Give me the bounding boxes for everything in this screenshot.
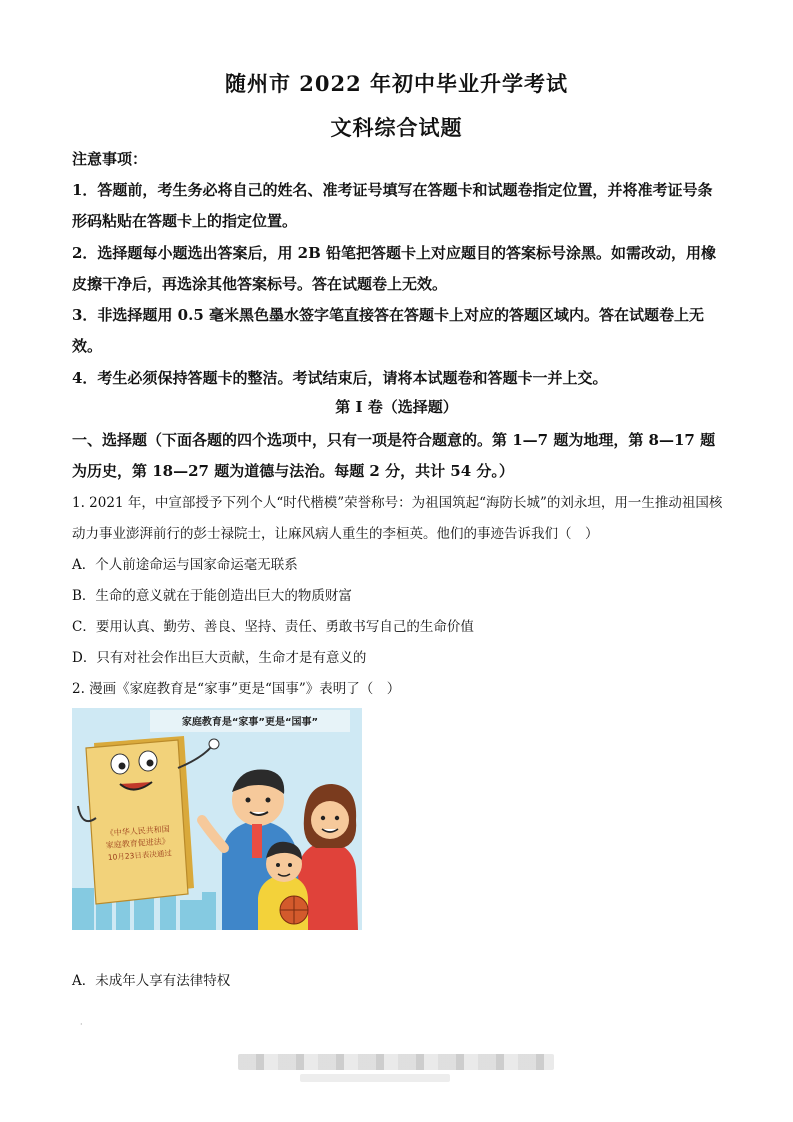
family-education-cartoon (72, 708, 362, 930)
blurred-footer-watermark (238, 1054, 554, 1070)
question-1-option-c: C．要用认真、勤劳、善良、坚持、责任、勇敢书写自己的生命价值 (72, 619, 474, 635)
notice-item-4: 4．考生必须保持答题卡的整洁。考试结束后，请将本试题卷和答题卡一并上交。 (72, 369, 608, 387)
exam-title: 随州市 2022 年初中毕业升学考试 (224, 71, 569, 96)
law-book-text-2: 家庭教育促进法》 (105, 836, 170, 850)
question-1-option-d: D．只有对社会作出巨大贡献，生命才是有意义的 (72, 650, 367, 666)
exam-subtitle: 文科综合试题 (330, 115, 463, 140)
notice-item-3: 3．非选择题用 0.5 毫米黑色墨水签字笔直接答在答题卡上对应的答题区域内。答在试题卷上无效。 (72, 306, 704, 355)
question-1-option-a: A．个人前途命运与国家命运毫无联系 (72, 557, 298, 573)
question-1-option-b: B．生命的意义就在于能创造出巨大的物质财富 (72, 588, 352, 604)
question-2-option-a: A．未成年人享有法律特权 (72, 973, 231, 989)
notice-heading: 注意事项： (72, 150, 148, 168)
section-title: 第 I 卷（选择题） (335, 398, 458, 416)
law-book-text-3: 10月23日表决通过 (107, 848, 173, 862)
question-1-stem: 1. 2021 年，中宣部授予下列个人“时代楷模”荣誉称号：为祖国筑起“海防长城”的刘永坦，用一生推动祖国核动力事业澎湃前行的彭士禄院士，让麻风病人重生的李桓英。他们的事迹告诉我们（ ） (72, 495, 723, 542)
cartoon-caption: 家庭教育是“家事”更是“国事” (181, 717, 319, 728)
part-heading: 一、选择题（下面各题的四个选项中，只有一项是符合题意的。第 1—7 题为地理，第 8—17 题为历史，第 18—27 题为道德与法治。每题 2 分，共计 54 分。） (72, 431, 716, 480)
notice-item-2: 2．选择题每小题选出答案后，用 2B 铅笔把答题卡上对应题目的答案标号涂黑。如需改动，用橡皮擦干净后，再选涂其他答案标号。答在试题卷上无效。 (72, 244, 717, 293)
stray-mark: · (80, 1020, 83, 1029)
question-2-stem: 2. 漫画《家庭教育是“家事”更是“国事”》表明了（ ） (72, 681, 401, 697)
notice-item-1: 1．答题前，考生务必将自己的姓名、准考证号填写在答题卡和试题卷指定位置，并将准考证号条形码粘贴在答题卡上的指定位置。 (72, 181, 713, 230)
law-book-text-1: 《中华人民共和国 (105, 824, 170, 838)
blurred-footer-watermark-2 (300, 1074, 450, 1082)
